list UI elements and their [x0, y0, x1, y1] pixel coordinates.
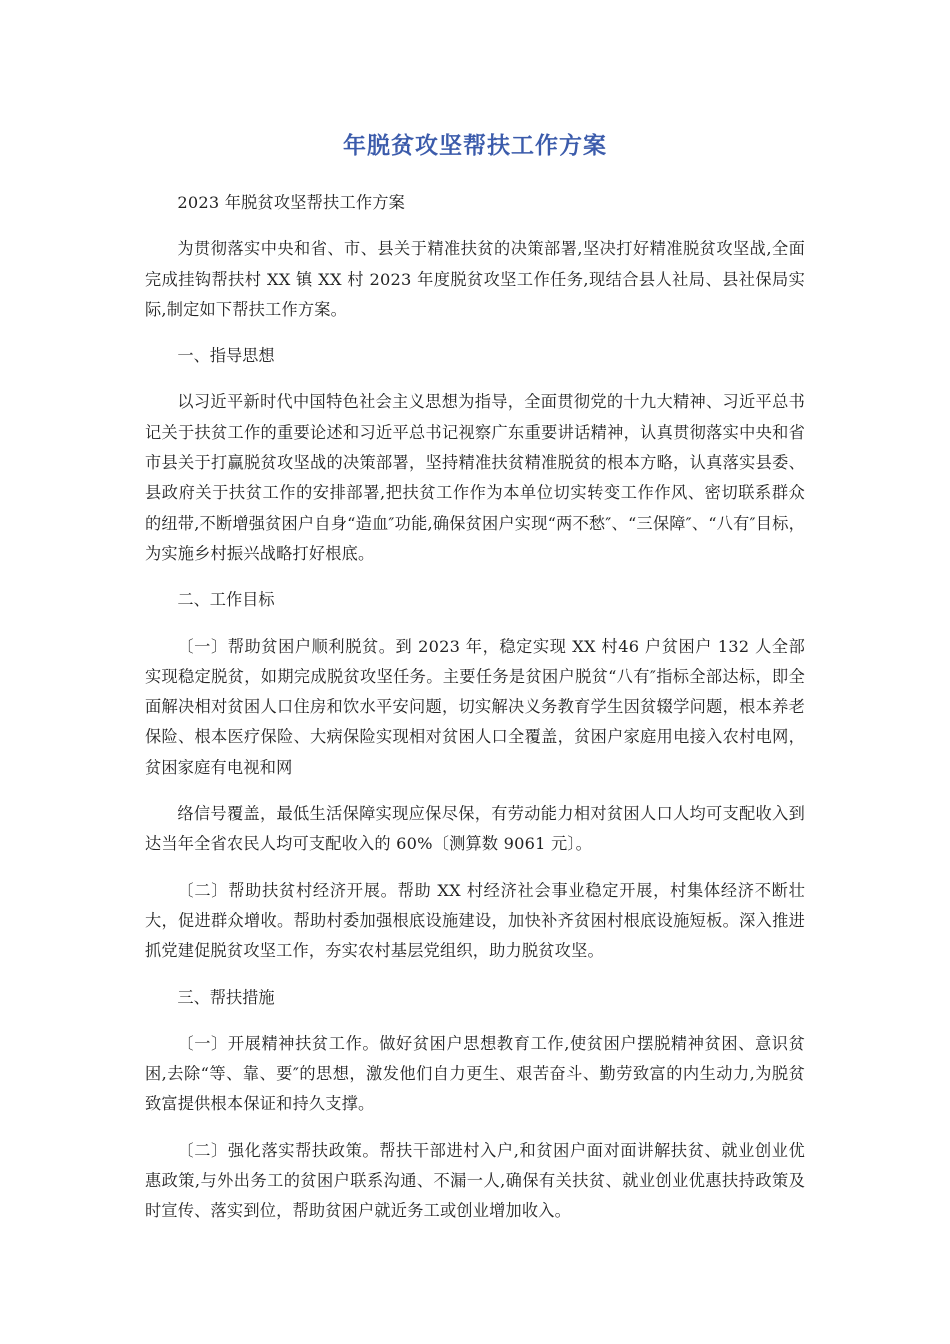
measure-paragraph-2: 〔二〕强化落实帮扶政策。帮扶干部进村入户,和贫困户面对面讲解扶贫、就业创业优惠政策,与外出务工的贫困户联系沟通、不漏一人,确保有关扶贫、就业创业优惠扶持政策及时宣传、落实到位，帮助贫困户就近务工或创业增加收入。: [145, 1140, 805, 1221]
work-goal-paragraph-3: 〔二〕帮助扶贫村经济开展。帮助 XX 村经济社会事业稳定开展，村集体经济不断壮大，促进群众增收。帮助村委加强根底设施建设，加快补齐贫困村根底设施短板。深入推进抓党建促脱贫攻坚工作，夯实农村基层党组织，助力脱贫攻坚。: [145, 880, 805, 961]
document-title: 年脱贫攻坚帮扶工作方案: [343, 133, 607, 159]
section-heading-assistance-measures: 三、帮扶措施: [177, 987, 275, 1007]
measure-paragraph-1: 〔一〕开展精神扶贫工作。做好贫困户思想教育工作,使贫困户摆脱精神贫困、意识贫困,去除“等、靠、要″的思想，激发他们自力更生、艰苦奋斗、勤劳致富的内生动力,为脱贫致富提供根本保证和持久支撑。: [145, 1033, 805, 1114]
work-goal-paragraph-2: 络信号覆盖，最低生活保障实现应保尽保，有劳动能力相对贫困人口人均可支配收入到达当年全省农民人均可支配收入的 60%〔测算数 9061 元〕。: [145, 804, 805, 854]
section-heading-guiding-ideology: 一、指导思想: [177, 346, 275, 366]
intro-paragraph: 为贯彻落实中央和省、市、县关于精准扶贫的决策部署,坚决打好精准脱贫攻坚战,全面完成挂钩帮扶村 XX 镇 XX 村 2023 年度脱贫攻坚工作任务,现结合县人社局、县社保局实际,制定如下帮扶工作方案。: [145, 239, 805, 319]
document-subtitle: 2023 年脱贫攻坚帮扶工作方案: [177, 193, 405, 212]
work-goal-paragraph-1: 〔一〕帮助贫困户顺利脱贫。到 2023 年，稳定实现 XX 村46 户贫困户 132 人全部实现稳定脱贫，如期完成脱贫攻坚任务。主要任务是贫困户脱贫“八有″指标全部达标，即全面解决相对贫困人口住房和饮水平安问题，切实解决义务教育学生因贫辍学问题，根本养老保险、根本医疗保险、大病保险实现相对贫困人口全覆盖，贫困户家庭用电接入农村电网，贫困家庭有电视和网: [145, 636, 805, 777]
document-page: [145, 126, 805, 1243]
section-guiding-ideology-body: 以习近平新时代中国特色社会主义思想为指导，全面贯彻党的十九大精神、习近平总书记关于扶贫工作的重要论述和习近平总书记视察广东重要讲话精神，认真贯彻落实中央和省市县关于打赢脱贫攻坚战的决策部署，坚持精准扶贫精准脱贫的根本方略，认真落实县委、县政府关于扶贫工作的安排部署,把扶贫工作作为本单位切实转变工作作风、密切联系群众的纽带,不断增强贫困户自身“造血″功能,确保贫困户实现“两不愁″、“三保障″、“八有″目标，为实施乡村振兴战略打好根底。: [145, 392, 805, 563]
section-heading-work-goals: 二、工作目标: [177, 590, 275, 610]
